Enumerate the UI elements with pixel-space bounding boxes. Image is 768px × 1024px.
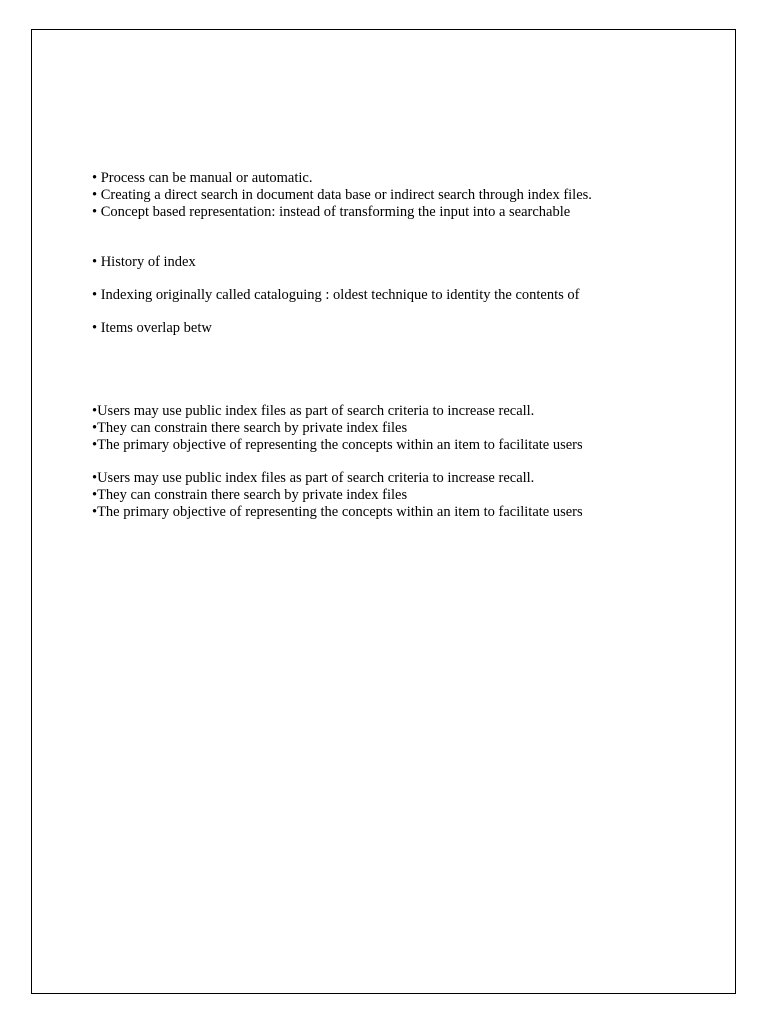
- bullet-primary-objective: •The primary objective of representing the concepts within an item to facilitate users: [92, 504, 583, 520]
- bullet-history-of-index: • History of index: [92, 254, 196, 270]
- bullet-indexing-cataloguing: • Indexing originally called cataloguing : oldest technique to identity the contents of: [92, 287, 580, 303]
- bullet-list-intro: [92, 170, 712, 221]
- bullet-list-users-2: [92, 470, 712, 521]
- bullet-list-users-1: [92, 403, 712, 454]
- bullet-private-index-files: •They can constrain there search by private index files: [92, 487, 408, 503]
- bullet-private-index-files: •They can constrain there search by private index files: [92, 420, 408, 436]
- bullet-public-index-files: •Users may use public index files as part of search criteria to increase recall.: [92, 470, 535, 486]
- bullet-primary-objective: •The primary objective of representing the concepts within an item to facilitate users: [92, 437, 583, 453]
- bullet-direct-search: • Creating a direct search in document data base or indirect search through index files.: [92, 187, 592, 203]
- bullet-process: • Process can be manual or automatic.: [92, 170, 313, 186]
- bullet-concept-representation: • Concept based representation: instead of transforming the input into a searchable: [92, 204, 571, 220]
- document-body: [92, 170, 712, 521]
- bullet-public-index-files: •Users may use public index files as part of search criteria to increase recall.: [92, 403, 535, 419]
- bullet-items-overlap: • Items overlap betw: [92, 320, 212, 336]
